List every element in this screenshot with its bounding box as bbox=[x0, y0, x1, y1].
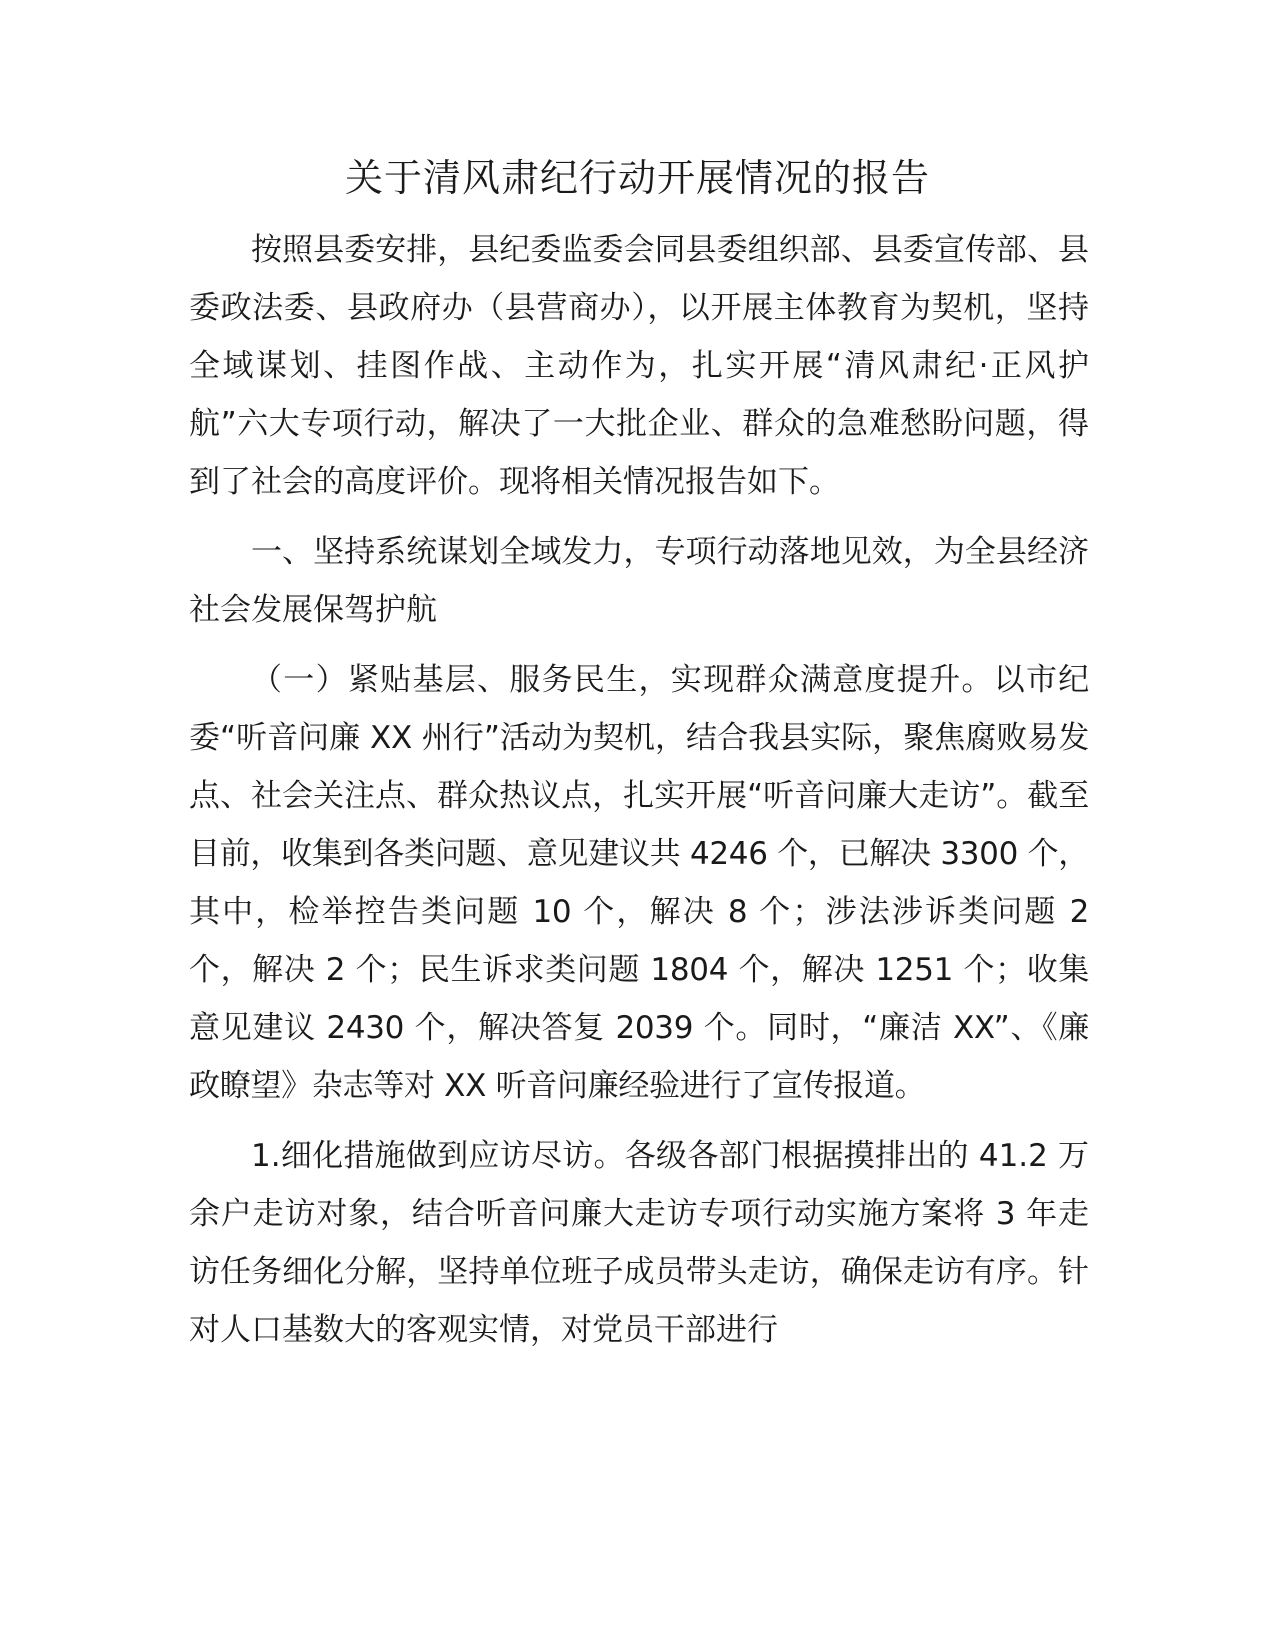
section-heading-1: 一、坚持系统谋划全域发力，专项行动落地见效，为全县经济社会发展保驾护航 bbox=[189, 534, 1089, 628]
document-title: 关于清风肃纪行动开展情况的报告 bbox=[344, 156, 930, 200]
paragraph-item-1: 1.细化措施做到应访尽访。各级各部门根据摸排出的 41.2 万余户走访对象，结合听音问廉大走访专项行动实施方案将 3 年走访任务细化分解，坚持单位班子成员带头走访，确保走访有序。针对人口基数大的客观实情，对党员干部进行 bbox=[189, 1138, 1089, 1348]
document-body bbox=[189, 221, 1089, 1371]
paragraph-intro: 按照县委安排，县纪委监委会同县委组织部、县委宣传部、县委政法委、县政府办（县营商办），以开展主体教育为契机，坚持全域谋划、挂图作战、主动作为，扎实开展“清风肃纪·正风护航”六大专项行动，解决了一大批企业、群众的急难愁盼问题，得到了社会的高度评价。现将相关情况报告如下。 bbox=[189, 232, 1089, 500]
paragraph-subsection-1: （一）紧贴基层、服务民生，实现群众满意度提升。以市纪委“听音问廉 XX 州行”活动为契机，结合我县实际，聚焦腐败易发点、社会关注点、群众热议点，扎实开展“听音问廉大走访”。截至目前，收集到各类问题、意见建议共 4246 个，已解决 3300 个，其中，检举控告类问题 10 个，解决 8 个；涉法涉诉类问题 2 个，解决 2 个；民生诉求类问题 1804 个，解决 1251 个；收集意见建议 2430 个，解决答复 2039 个。同时，“廉洁 XX”、《廉政瞭望》杂志等对 XX 听音问廉经验进行了宣传报道。 bbox=[189, 662, 1089, 1104]
